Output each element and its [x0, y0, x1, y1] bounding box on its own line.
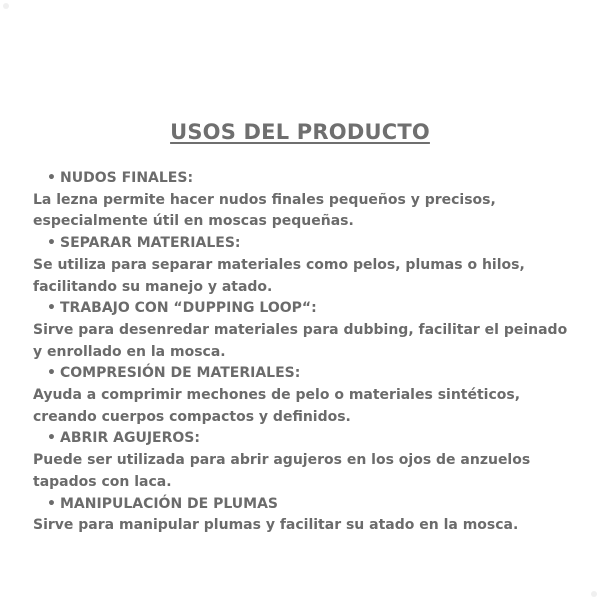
list-item-description: Puede ser utilizada para abrir agujeros en los ojos de anzuelos tapados con laca.	[33, 452, 531, 490]
list-item	[33, 233, 573, 298]
bullet-icon: •	[47, 495, 56, 512]
list-item-heading: • MANIPULACIÓN DE PLUMAS	[33, 494, 573, 516]
list-item-heading: • ABRIR AGUJEROS:	[33, 428, 573, 450]
bullet-icon: •	[47, 430, 56, 447]
list-item	[33, 168, 573, 233]
list-item-heading: • TRABAJO CON “DUPPING LOOP“:	[33, 298, 573, 320]
list-item	[33, 428, 573, 493]
page-title: USOS DEL PRODUCTO	[170, 120, 430, 144]
list-item	[33, 298, 573, 363]
bullet-icon: •	[47, 235, 56, 252]
list-item-description: Ayuda a comprimir mechones de pelo o materiales sintéticos, creando cuerpos compactos y definidos.	[33, 387, 521, 425]
corner-mark-top-left	[3, 3, 9, 9]
bullet-icon: •	[47, 300, 56, 317]
list-item-description: Se utiliza para separar materiales como pelos, plumas o hilos, facilitando su manejo y atado.	[33, 256, 525, 295]
bullet-icon: •	[47, 365, 56, 382]
corner-mark-bottom-right	[591, 591, 597, 597]
list-item-description: La lezna permite hacer nudos finales pequeños y precisos, especialmente útil en moscas pequeñas.	[33, 191, 496, 230]
list-item-heading: • COMPRESIÓN DE MATERIALES:	[33, 363, 573, 385]
bullet-icon: •	[47, 170, 56, 186]
list-item-heading: • SEPARAR MATERIALES:	[33, 233, 573, 255]
product-uses-list	[33, 168, 573, 537]
list-item	[33, 494, 573, 537]
list-item	[33, 363, 573, 428]
list-item-heading: • NUDOS FINALES:	[33, 168, 573, 190]
list-item-description: Sirve para desenredar materiales para dubbing, facilitar el peinado y enrollado en la mosca.	[33, 321, 568, 360]
list-item-description: Sirve para manipular plumas y facilitar su atado en la mosca.	[33, 517, 519, 534]
